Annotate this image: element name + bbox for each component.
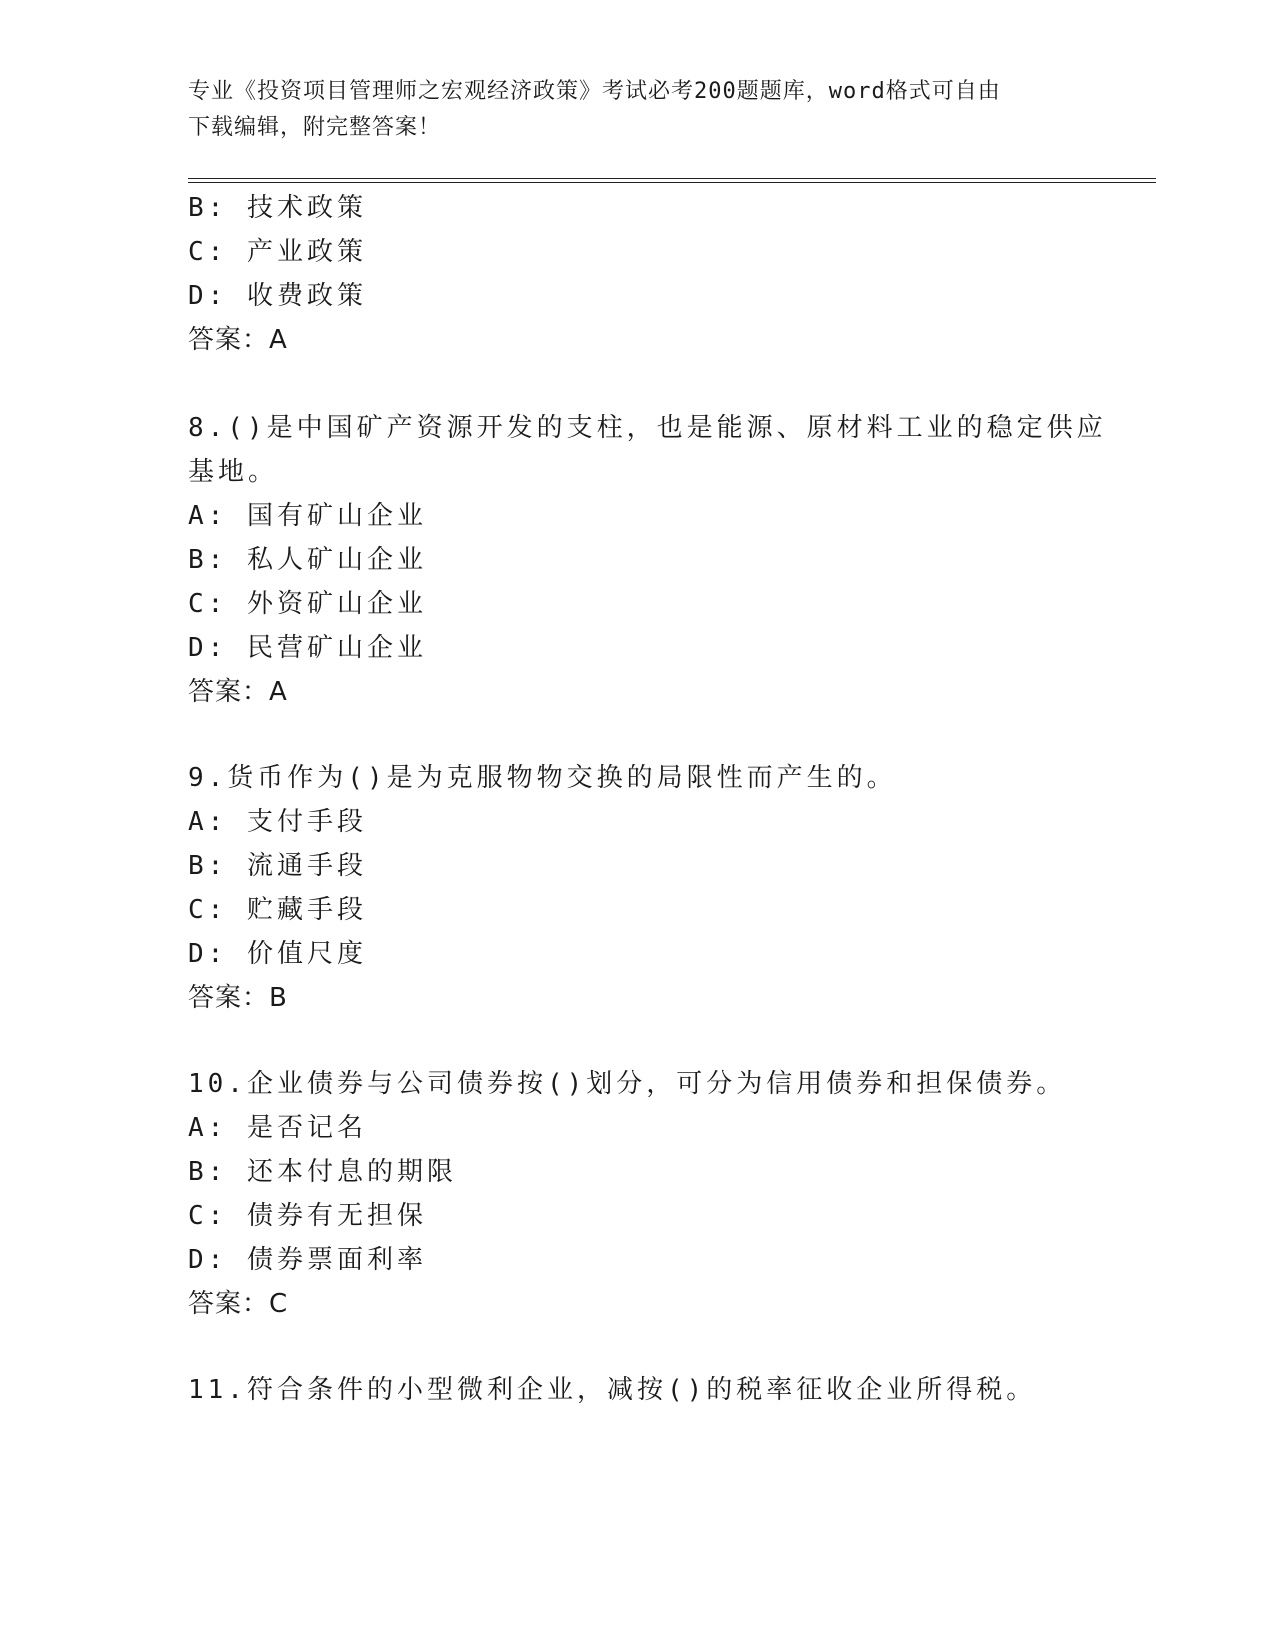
q8-answer: 答案：A xyxy=(188,677,288,707)
q8-option-b: B: 私人矿山企业 xyxy=(188,545,427,575)
q9-stem: 9.货币作为()是为克服物物交换的局限性而产生的。 xyxy=(188,763,897,793)
q9-option-d: D: 价值尺度 xyxy=(188,939,367,969)
q8-stem-line-1: 8.()是中国矿产资源开发的支柱，也是能源、原材料工业的稳定供应 xyxy=(188,413,1107,443)
q8-option-c: C: 外资矿山企业 xyxy=(188,589,427,619)
q10-option-c: C: 债券有无担保 xyxy=(188,1201,427,1231)
q9-option-b: B: 流通手段 xyxy=(188,851,367,881)
q10-option-b: B: 还本付息的期限 xyxy=(188,1157,457,1187)
q10-option-d: D: 债券票面利率 xyxy=(188,1245,427,1275)
q10-option-a: A: 是否记名 xyxy=(188,1113,367,1143)
q10-answer: 答案：C xyxy=(188,1289,289,1319)
q7-option-b: B: 技术政策 xyxy=(188,193,367,223)
q7-option-c: C: 产业政策 xyxy=(188,237,367,267)
q9-option-c: C: 贮藏手段 xyxy=(188,895,367,925)
q9-answer: 答案：B xyxy=(188,983,288,1013)
header-divider xyxy=(188,178,1156,183)
q10-stem: 10.企业债券与公司债券按()划分，可分为信用债券和担保债券。 xyxy=(188,1069,1067,1099)
q9-option-a: A: 支付手段 xyxy=(188,807,367,837)
q8-stem-line-2: 基地。 xyxy=(188,457,279,487)
q7-option-d: D: 收费政策 xyxy=(188,281,367,311)
q8-option-d: D: 民营矿山企业 xyxy=(188,633,427,663)
q8-option-a: A: 国有矿山企业 xyxy=(188,501,427,531)
q7-answer: 答案：A xyxy=(188,325,288,355)
header-line-2: 下载编辑，附完整答案！ xyxy=(188,115,442,140)
header-line-1: 专业《投资项目管理师之宏观经济政策》考试必考200题题库，word格式可自由 xyxy=(188,79,1001,104)
document-header xyxy=(188,74,1088,146)
q11-stem: 11.符合条件的小型微利企业，减按()的税率征收企业所得税。 xyxy=(188,1375,1037,1405)
